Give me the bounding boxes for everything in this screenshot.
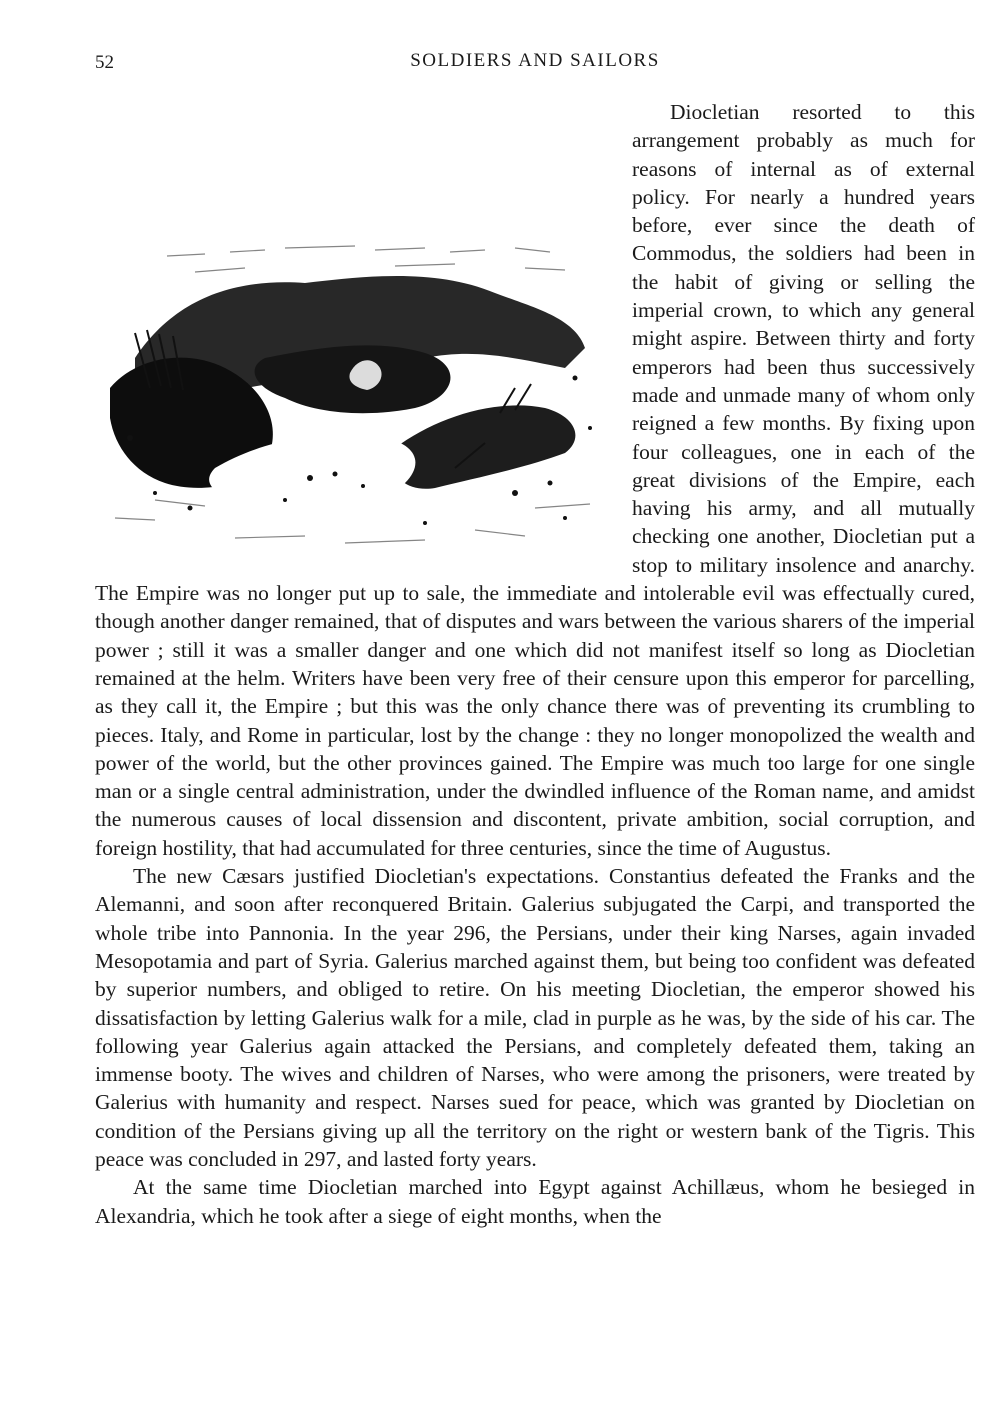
paragraph-3: At the same time Diocletian marched into Egypt against Achillæus, whom he besieged in Alexandria, which he took after a siege of eight months, when the xyxy=(95,1175,975,1228)
body-text xyxy=(95,98,975,1230)
page-header xyxy=(95,50,975,80)
page-number: 52 xyxy=(95,52,114,73)
paragraph-1 xyxy=(95,98,975,862)
running-title: SOLDIERS AND SAILORS xyxy=(410,50,660,71)
paragraph-1-text: Diocletian resorted to this arrangement probably as much for reasons of internal as of external policy. For nearly a hundred years before, ever since the death of Commodus, the soldiers had been in the habit of giving or selling the imperial crown, to which any general might aspire. Between thirty and forty emperors had been thus successively made and unmade many of whom only reigned a few months. By fixing upon four colleagues, one in each of the great divisions of the Empire, each having his army, and all mutually checking one another, Diocletian put a stop to military insolence and anarchy. The Empire was no longer put up to sale, the immediate and intolerable evil was effectually cured, though another danger remained, that of disputes and wars between the various sharers of the imperial power ; still it was a smaller danger and one which did not manifest itself so long as Diocletian remained at the helm. Writers have been very free of their censure upon this emperor for parcelling, as they call it, the Empire ; but this was the only chance there was of preventing its crumbling to pieces. Italy, and Rome in particular, lost by the change : they no longer monopolized the wealth and power of the world, but the other provinces gained. The Empire was much too large for one single man or a single central administration, under the dwindled influence of the Roman name, and amidst the numerous causes of local dissension and discontent, private ambition, social corruption, and foreign hostility, that had accumulated for three centuries, since the time of Augustus. xyxy=(95,100,975,860)
battle-scene-engraving-icon xyxy=(95,238,620,560)
paragraph-2: The new Cæsars justified Diocletian's expectations. Constantius defeated the Franks and the Alemanni, and soon after reconquered Britain. Galerius subjugated the Carpi, and transported the whole tribe into Pannonia. In the year 296, the Persians, under their king Narses, again invaded Mesopotamia and part of Syria. Galerius marched against them, but being too confident was defeated by superior numbers, and obliged to retire. On his meeting Diocletian, the emperor showed his dissatisfaction by letting Galerius walk for a mile, clad in purple as he was, by the side of his car. The following year Galerius again attacked the Persians, and completely defeated them, taking an immense booty. The wives and children of Narses, who were among the prisoners, were treated by Galerius with humanity and respect. Narses sued for peace, which was granted by Diocletian on condition of the Persians giving up all the territory on the right or western bank of the Tigris. This peace was concluded in 297, and lasted forty years. xyxy=(95,864,975,1171)
battle-illustration xyxy=(95,238,620,560)
